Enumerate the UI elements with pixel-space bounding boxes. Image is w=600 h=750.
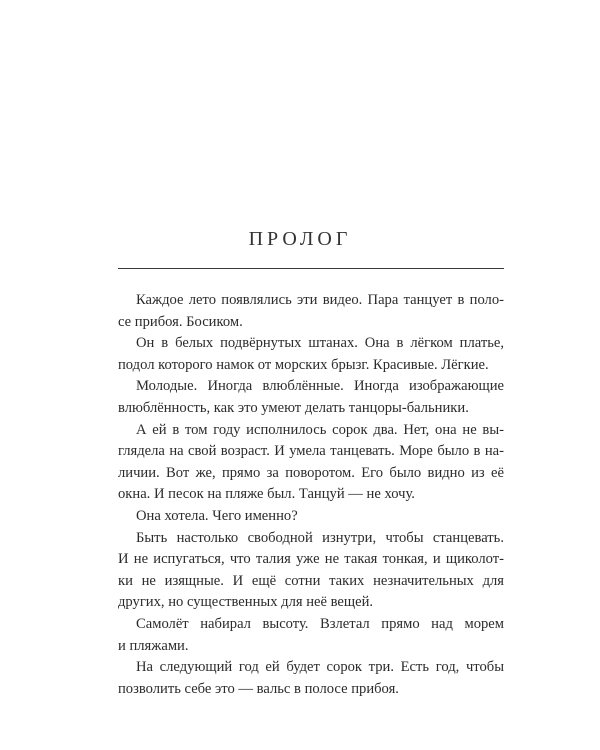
- text-line: Она хотела. Чего именно?: [136, 507, 298, 524]
- paragraph: [118, 506, 504, 528]
- text-line: позволить себе это — вальс в полосе прибоя.: [118, 680, 399, 697]
- text-line: Он в белых подвёрнутых штанах. Она в лёгком платье,: [136, 335, 504, 352]
- text-line: влюблённость, как это умеют делать танцоры-бальники.: [118, 399, 469, 416]
- chapter-body: [118, 290, 504, 700]
- text-line: Молодые. Иногда влюблённые. Иногда изображающие: [136, 378, 504, 395]
- paragraph: [118, 614, 504, 657]
- text-line: подол которого намок от морских брызг. Красивые. Лёгкие.: [118, 356, 489, 373]
- paragraph: [118, 376, 504, 419]
- text-line: других, но существенных для неё вещей.: [118, 594, 374, 611]
- chapter-title: ПРОЛОГ: [248, 228, 352, 250]
- text-line: личии. Вот же, прямо за поворотом. Его было видно из её: [118, 464, 504, 481]
- text-line: А ей в том году исполнилось сорок два. Нет, она не вы-: [136, 421, 504, 438]
- paragraph: [118, 333, 504, 376]
- paragraph: [118, 420, 504, 506]
- paragraph: [118, 528, 504, 614]
- text-line: Быть настолько свободной изнутри, чтобы станцевать.: [136, 529, 504, 546]
- text-line: Самолёт набирал высоту. Взлетал прямо над морем: [136, 615, 504, 632]
- text-line: Каждое лето появлялись эти видео. Пара танцует в поло-: [136, 292, 504, 308]
- text-line: ки не изящные. И ещё сотни таких незначительных для: [118, 572, 504, 589]
- paragraph: [118, 657, 504, 700]
- title-divider: [118, 268, 504, 269]
- text-line: глядела на свой возраст. И умела танцевать. Море было в на-: [118, 443, 504, 460]
- text-line: На следующий год ей будет сорок три. Есть год, чтобы: [136, 659, 504, 676]
- text-line: се прибоя. Босиком.: [118, 313, 243, 330]
- paragraph: [118, 290, 504, 333]
- text-line: окна. И песок на пляже был. Танцуй — не хочу.: [118, 486, 415, 503]
- text-line: и пляжами.: [118, 637, 189, 654]
- text-line: И не испугаться, что талия уже не такая тонкая, и щиколот-: [118, 551, 504, 568]
